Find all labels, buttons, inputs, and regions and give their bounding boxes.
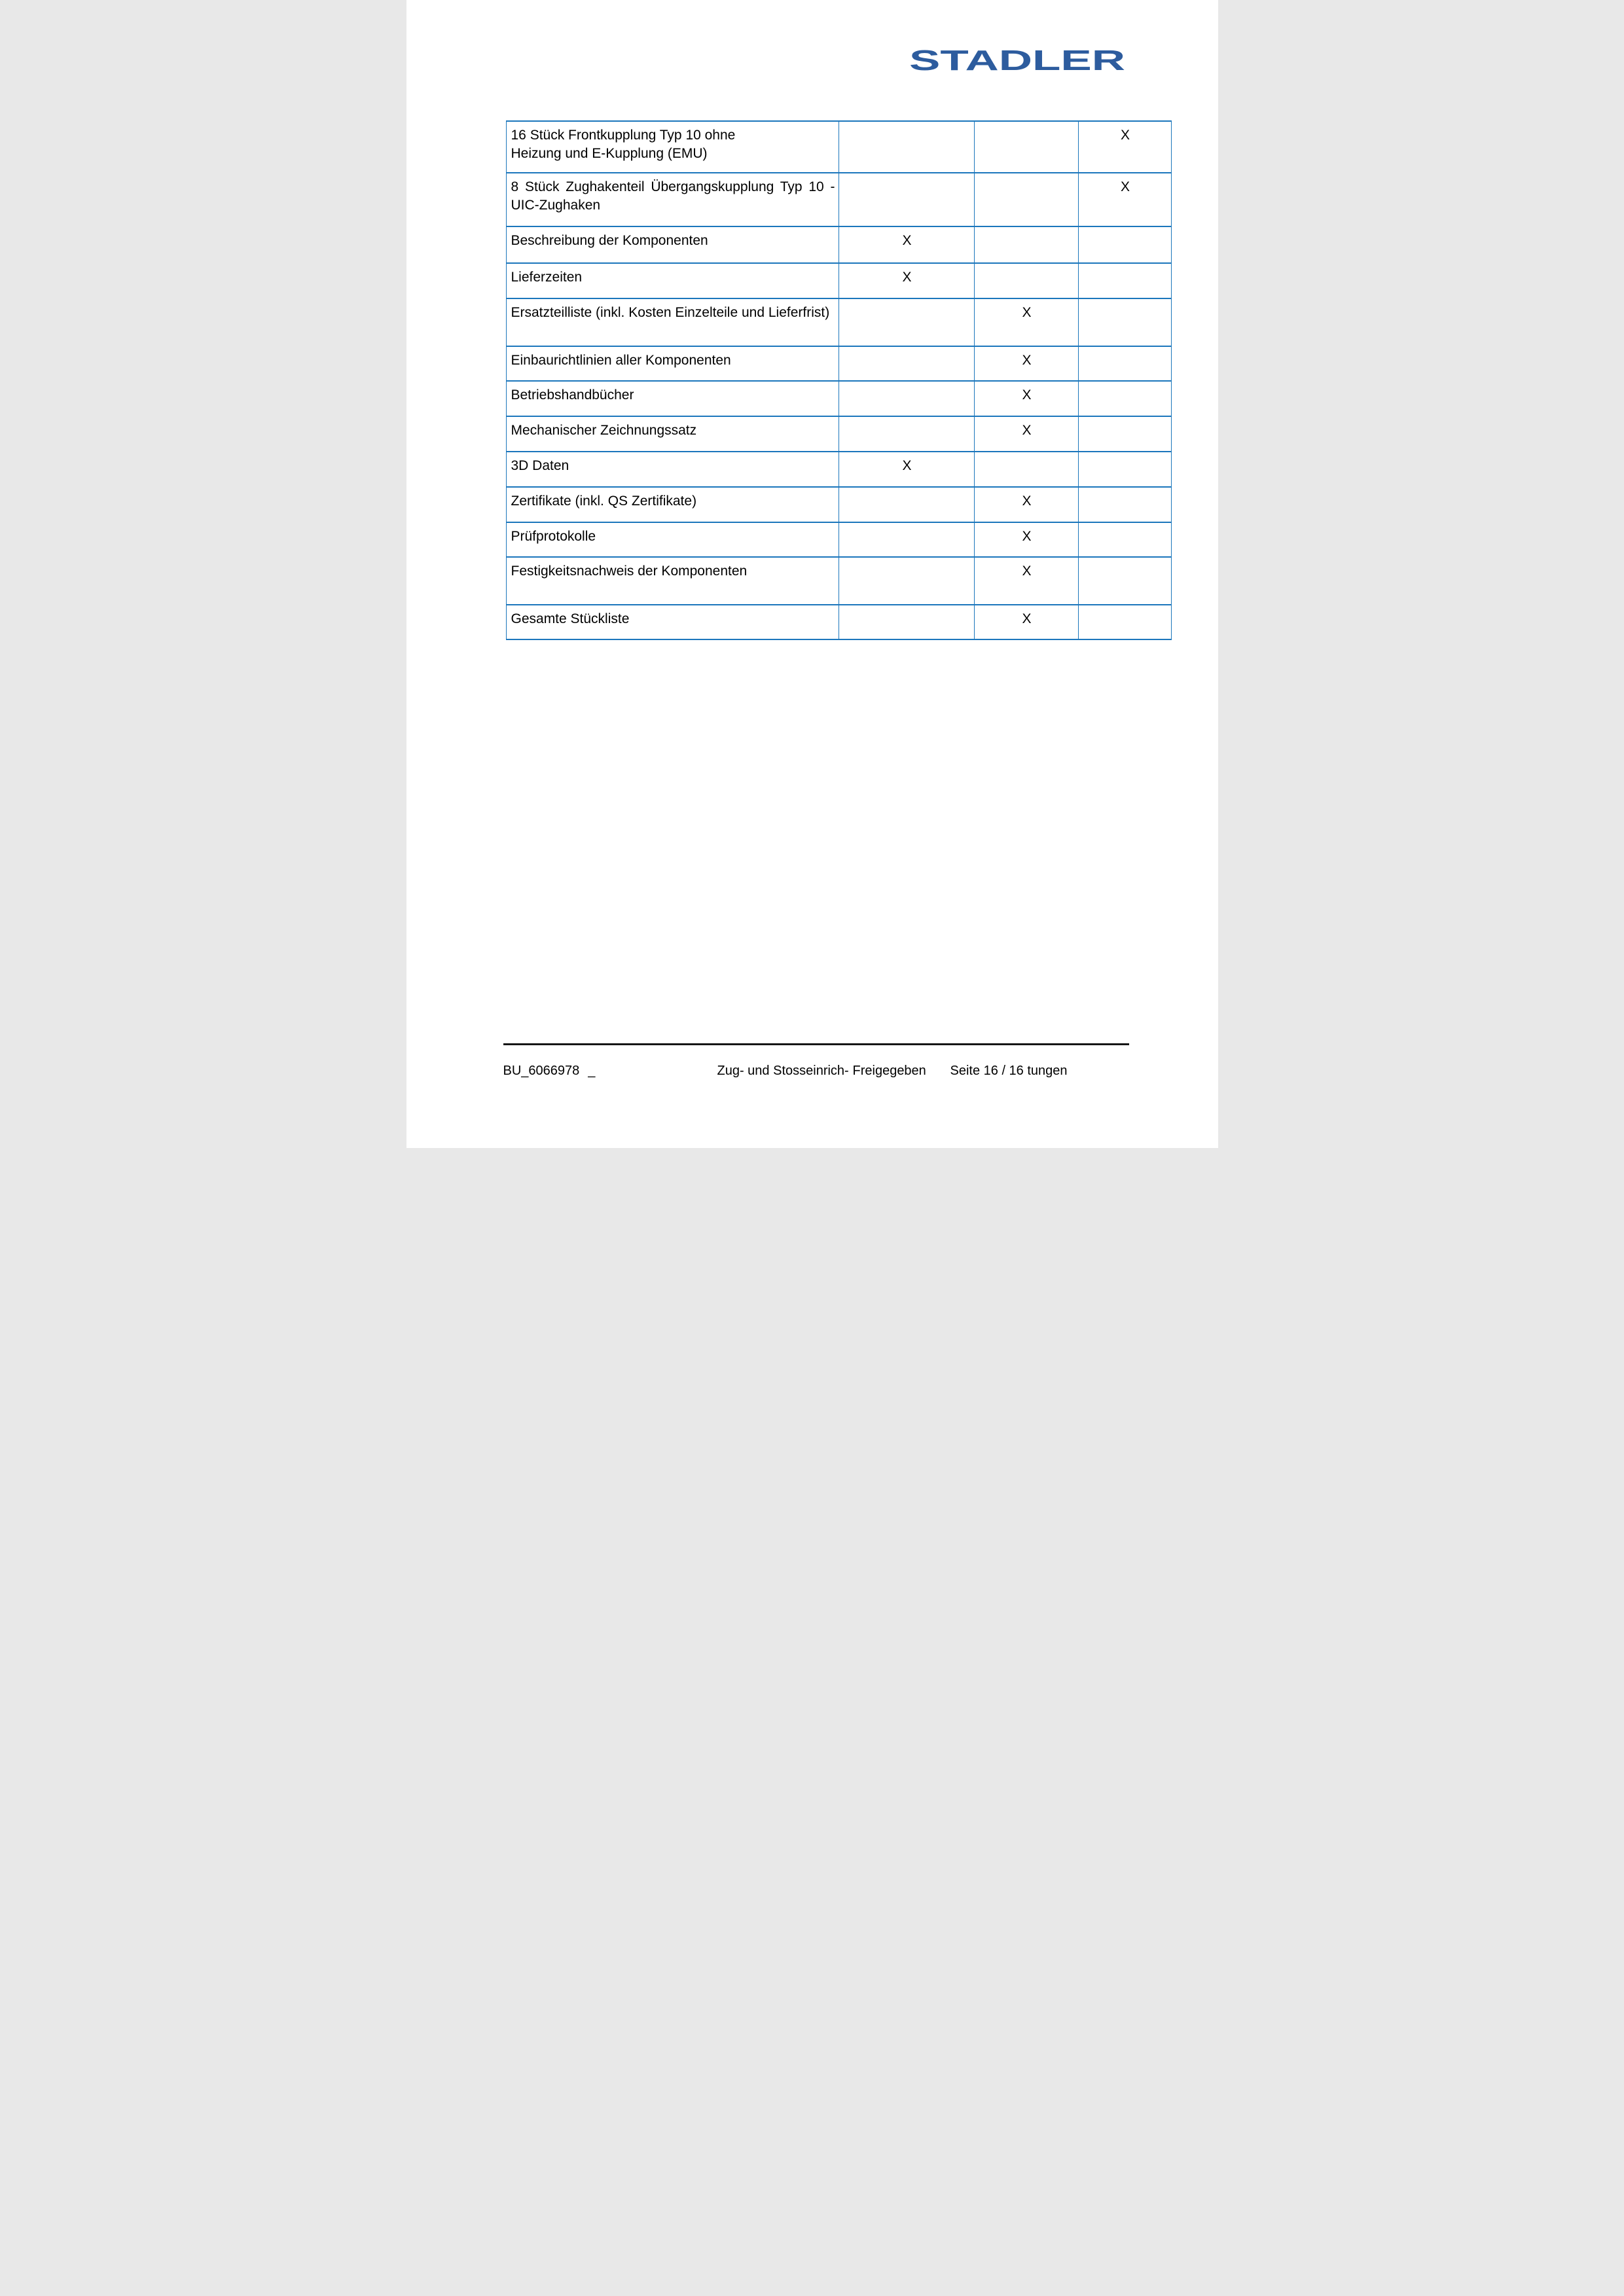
document-page [406, 0, 1218, 1148]
mark-cell: X [839, 226, 974, 263]
mark-cell [839, 416, 974, 452]
mark-cell [839, 346, 974, 381]
mark-cell [974, 173, 1078, 226]
mark-cell [839, 381, 974, 416]
mark-cell: X [974, 381, 1078, 416]
table-row [506, 452, 1171, 487]
mark-cell [839, 121, 974, 173]
row-label: UIC-Zughaken [511, 197, 601, 213]
mark-cell: X [1078, 121, 1171, 173]
table-row [506, 605, 1171, 639]
row-label: Festigkeitsnachweis der Komponenten [511, 564, 748, 579]
row-label-cell [506, 381, 839, 416]
table-row [506, 557, 1171, 605]
row-label: Gesamte Stückliste [511, 611, 630, 626]
mark-cell [1078, 226, 1171, 263]
row-label: Beschreibung der Komponenten [511, 233, 708, 248]
row-label-cell [506, 605, 839, 639]
mark-cell [974, 121, 1078, 173]
footer-rule [503, 1043, 1129, 1045]
mark-cell [974, 226, 1078, 263]
row-label-cell [506, 522, 839, 557]
row-label: Mechanischer Zeichnungssatz [511, 423, 697, 438]
row-label-cell [506, 452, 839, 487]
table-row [506, 487, 1171, 522]
mark-cell: X [974, 346, 1078, 381]
mark-cell [1078, 487, 1171, 522]
footer-status: Freigegeben [852, 1064, 926, 1078]
mark-cell [1078, 416, 1171, 452]
mark-cell: X [974, 522, 1078, 557]
mark-cell: X [1078, 173, 1171, 226]
deliverables-table [506, 120, 1172, 640]
mark-cell [974, 452, 1078, 487]
row-label: Zertifikate (inkl. QS Zertifikate) [511, 493, 697, 509]
stadler-logo-text: STADLER [909, 45, 1125, 76]
footer-doc-number: BU_6066978 [503, 1064, 580, 1078]
row-label-cell [506, 226, 839, 263]
row-label: Ersatzteilliste (inkl. Kosten Einzelteile und Lieferfrist) [511, 305, 830, 320]
footer-doc-number-group [503, 1063, 596, 1079]
mark-cell [1078, 605, 1171, 639]
mark-cell [839, 487, 974, 522]
mark-cell [974, 263, 1078, 298]
mark-cell [1078, 522, 1171, 557]
footer-doc-title: Zug- und Stosseinrich- [717, 1064, 849, 1078]
footer-doc-suffix: _ [588, 1064, 596, 1078]
mark-cell: X [974, 416, 1078, 452]
mark-cell [839, 605, 974, 639]
row-label: Einbaurichtlinien aller Komponenten [511, 353, 731, 368]
mark-cell: X [839, 263, 974, 298]
mark-cell: X [974, 298, 1078, 346]
table-row [506, 522, 1171, 557]
footer-page-group [950, 1063, 1068, 1079]
row-label-cell [506, 557, 839, 605]
mark-cell [839, 173, 974, 226]
row-label-cell [506, 121, 839, 173]
table-row [506, 298, 1171, 346]
mark-cell: X [974, 557, 1078, 605]
row-label: Heizung und E-Kupplung (EMU) [511, 145, 708, 161]
table-row [506, 173, 1171, 226]
row-label-cell [506, 487, 839, 522]
row-label-cell [506, 346, 839, 381]
mark-cell: X [974, 605, 1078, 639]
mark-cell [1078, 381, 1171, 416]
mark-cell [1078, 263, 1171, 298]
table-row [506, 416, 1171, 452]
row-label-cell [506, 173, 839, 226]
mark-cell [839, 522, 974, 557]
mark-cell [839, 298, 974, 346]
row-label-cell [506, 298, 839, 346]
row-label-cell [506, 263, 839, 298]
mark-cell [1078, 346, 1171, 381]
table-row [506, 226, 1171, 263]
mark-cell: X [974, 487, 1078, 522]
row-label: 3D Daten [511, 458, 569, 473]
mark-cell [1078, 557, 1171, 605]
mark-cell: X [839, 452, 974, 487]
mark-cell [839, 557, 974, 605]
row-label: 16 Stück Frontkupplung Typ 10 ohne [511, 128, 736, 143]
row-label-cell [506, 416, 839, 452]
stadler-logo [909, 45, 1125, 76]
mark-cell [1078, 298, 1171, 346]
table-row [506, 263, 1171, 298]
mark-cell [1078, 452, 1171, 487]
table-row [506, 346, 1171, 381]
row-label: 8 Stück Zughakenteil Übergangskupplung Typ 10 - [511, 179, 835, 194]
footer-title-overflow: tungen [1027, 1064, 1068, 1078]
row-label: Betriebshandbücher [511, 387, 634, 403]
stadler-logo-graphic [909, 45, 1125, 76]
row-label: Prüfprotokolle [511, 529, 596, 544]
footer-page-label: Seite 16 / 16 [950, 1064, 1024, 1078]
table-row [506, 381, 1171, 416]
table-row [506, 121, 1171, 173]
row-label: Lieferzeiten [511, 270, 583, 285]
